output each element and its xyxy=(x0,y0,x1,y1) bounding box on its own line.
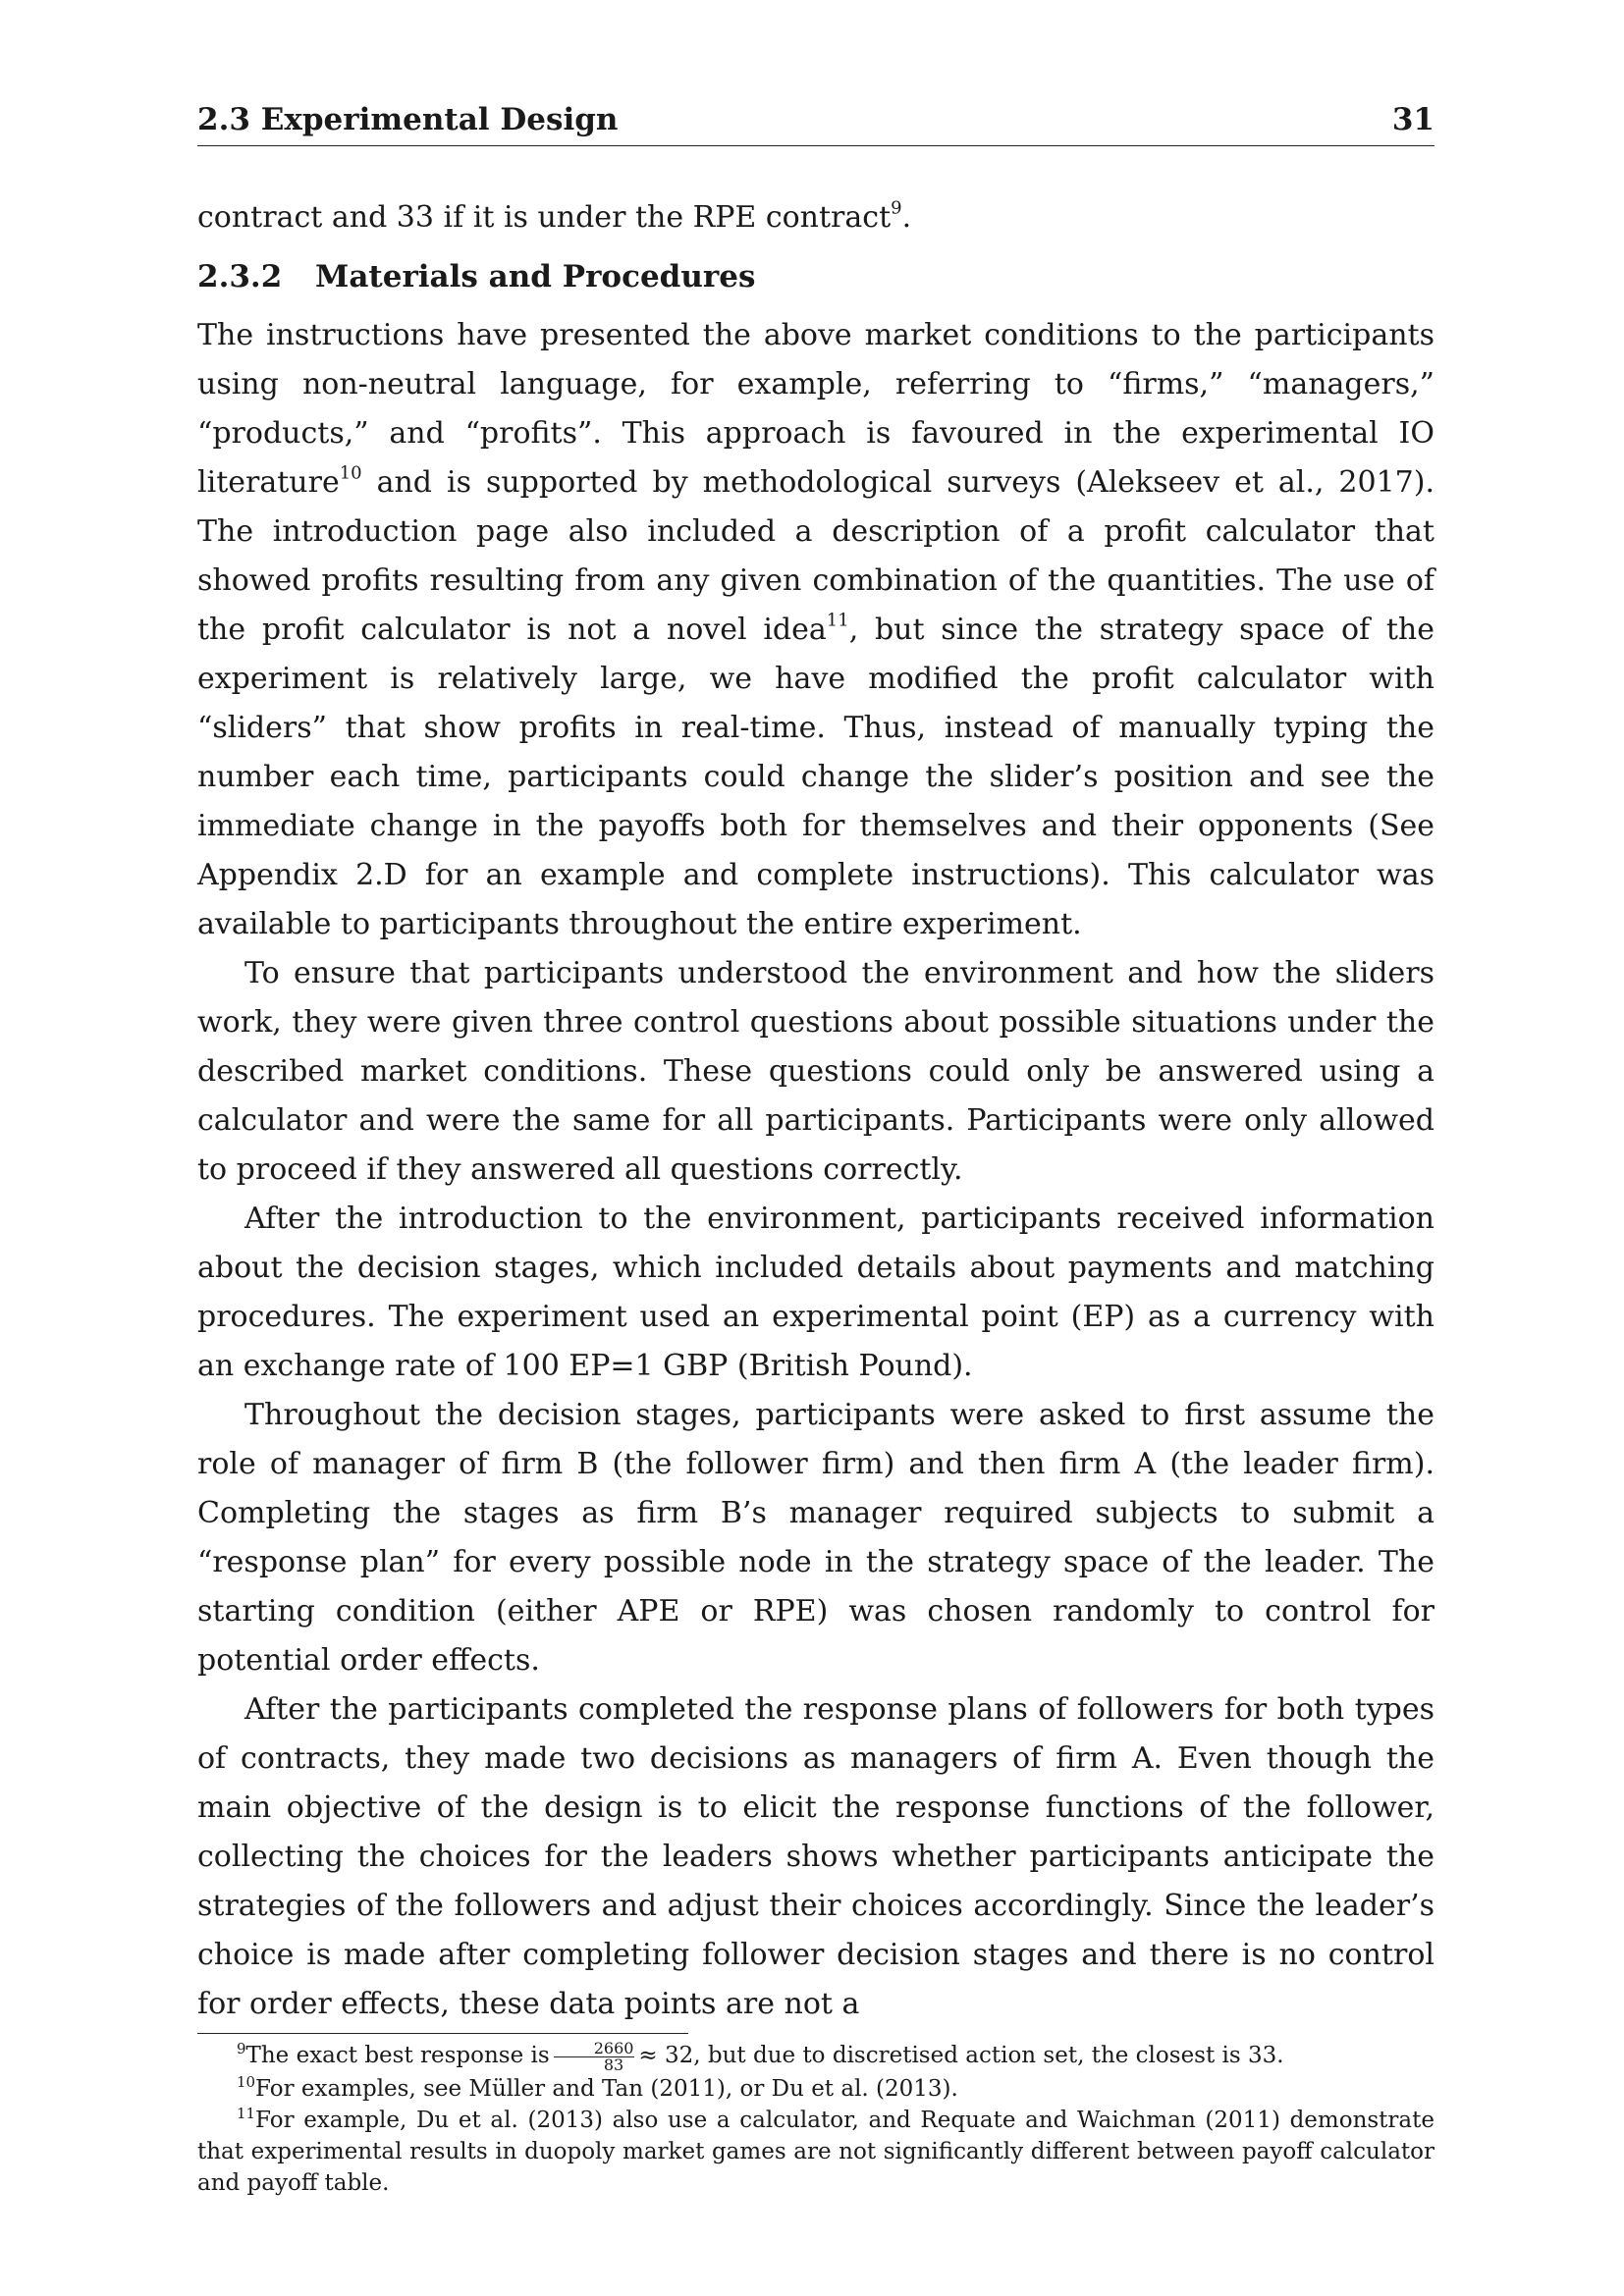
footnote-9-pre: The exact best response is xyxy=(245,2043,550,2068)
paragraph-1-part-b: and is supported by methodological surveys (Alekseev et al., 2017). The introduction page also included a description of a profit calculator that showed profits resulting from any given combination of the quantities. The use of the profit calculator is not a novel idea xyxy=(197,465,1435,647)
footnote-mark-10: 10 xyxy=(237,2072,256,2091)
footnote-mark-11: 11 xyxy=(237,2104,256,2122)
lead-line xyxy=(197,193,1435,242)
footnote-10 xyxy=(197,2073,1435,2105)
footnote-ref-9[interactable]: 9 xyxy=(891,197,902,219)
paragraph-2: To ensure that participants understood the environment and how the sliders work, they were given three control questions about possible situations under the described market conditions. These questions could only be answered using a calculator and were the same for all participants. Participants were only allowed to proceed if they answered all questions correctly. xyxy=(197,956,1435,1187)
running-head-section: 2.3 Experimental Design xyxy=(197,102,619,137)
page-number: 31 xyxy=(1391,102,1435,137)
fraction-denominator: 83 xyxy=(603,2055,624,2074)
paragraph-3: After the introduction to the environment, participants received information about the decision stages, which included details about payments and matching procedures. The experiment used an experimental point (EP) as a currency with an exchange rate of 100 EP=1 GBP (British Pound). xyxy=(197,1201,1435,1383)
page xyxy=(197,96,1435,2199)
footnote-9-post: ≈ 32, but due to discretised action set, the closest is 33. xyxy=(638,2043,1284,2068)
paragraph-1 xyxy=(197,311,1435,949)
section-heading xyxy=(197,252,1435,301)
fraction xyxy=(554,2038,635,2074)
section-title: Materials and Procedures xyxy=(315,259,756,294)
footnote-11 xyxy=(197,2105,1435,2199)
paragraph-1-part-a: The instructions have presented the above market conditions to the participants using non-neutral language, for example, referring to “firms,” “managers,” “products,” and “profits”. This approach is favoured in the experimental IO literature xyxy=(197,318,1435,500)
footnote-9 xyxy=(197,2040,1435,2073)
fraction-numerator: 2660 xyxy=(554,2041,635,2057)
paragraph-4: Throughout the decision stages, participants were asked to first assume the role of manager of firm B (the follower firm) and then firm A (the leader firm). Completing the stages as firm B’s manager required subjects to submit a “response plan” for every possible node in the strategy space of the leader. The starting condition (either APE or RPE) was chosen randomly to control for potential order effects. xyxy=(197,1398,1435,1678)
footnote-10-text: For examples, see Müller and Tan (2011), or Du et al. (2013). xyxy=(255,2075,958,2102)
footnote-rule xyxy=(197,2033,688,2034)
paragraph-5: After the participants completed the response plans of followers for both types of contracts, they made two decisions as managers of firm A. Even though the main objective of the design is to elicit the response functions of the follower, collecting the choices for the leaders shows whether participants anticipate the strategies of the followers and adjust their choices accordingly. Since the leader’s choice is made after completing follower decision stages and there is no control for order effects, these data points are not a xyxy=(197,1692,1435,2021)
section-number: 2.3.2 xyxy=(197,259,283,294)
paragraph-1-part-c: , but since the strategy space of the experiment is relatively large, we have modified the profit calculator with “sliders” that show profits in real-time. Thus, instead of manually typing the number each time, participants could change the slider’s position and see the immediate change in the payoffs both for themselves and their opponents (See Appendix 2.D for an example and complete instructions). This calculator was available to participants throughout the entire experiment. xyxy=(197,613,1435,941)
footnotes xyxy=(197,2040,1435,2199)
footnote-ref-11[interactable]: 11 xyxy=(826,610,849,631)
lead-text: contract and 33 if it is under the RPE contract xyxy=(197,200,892,235)
footnote-mark-9: 9 xyxy=(237,2040,246,2058)
lead-end: . xyxy=(901,200,912,235)
footnote-ref-10[interactable]: 10 xyxy=(339,462,362,484)
footnote-11-text: For example, Du et al. (2013) also use a calculator, and Requate and Waichman (2011) demonstrate that experimental results in duopoly market games are not significantly different between payoff calculator and payoff table. xyxy=(197,2107,1435,2196)
running-head xyxy=(197,96,1435,146)
